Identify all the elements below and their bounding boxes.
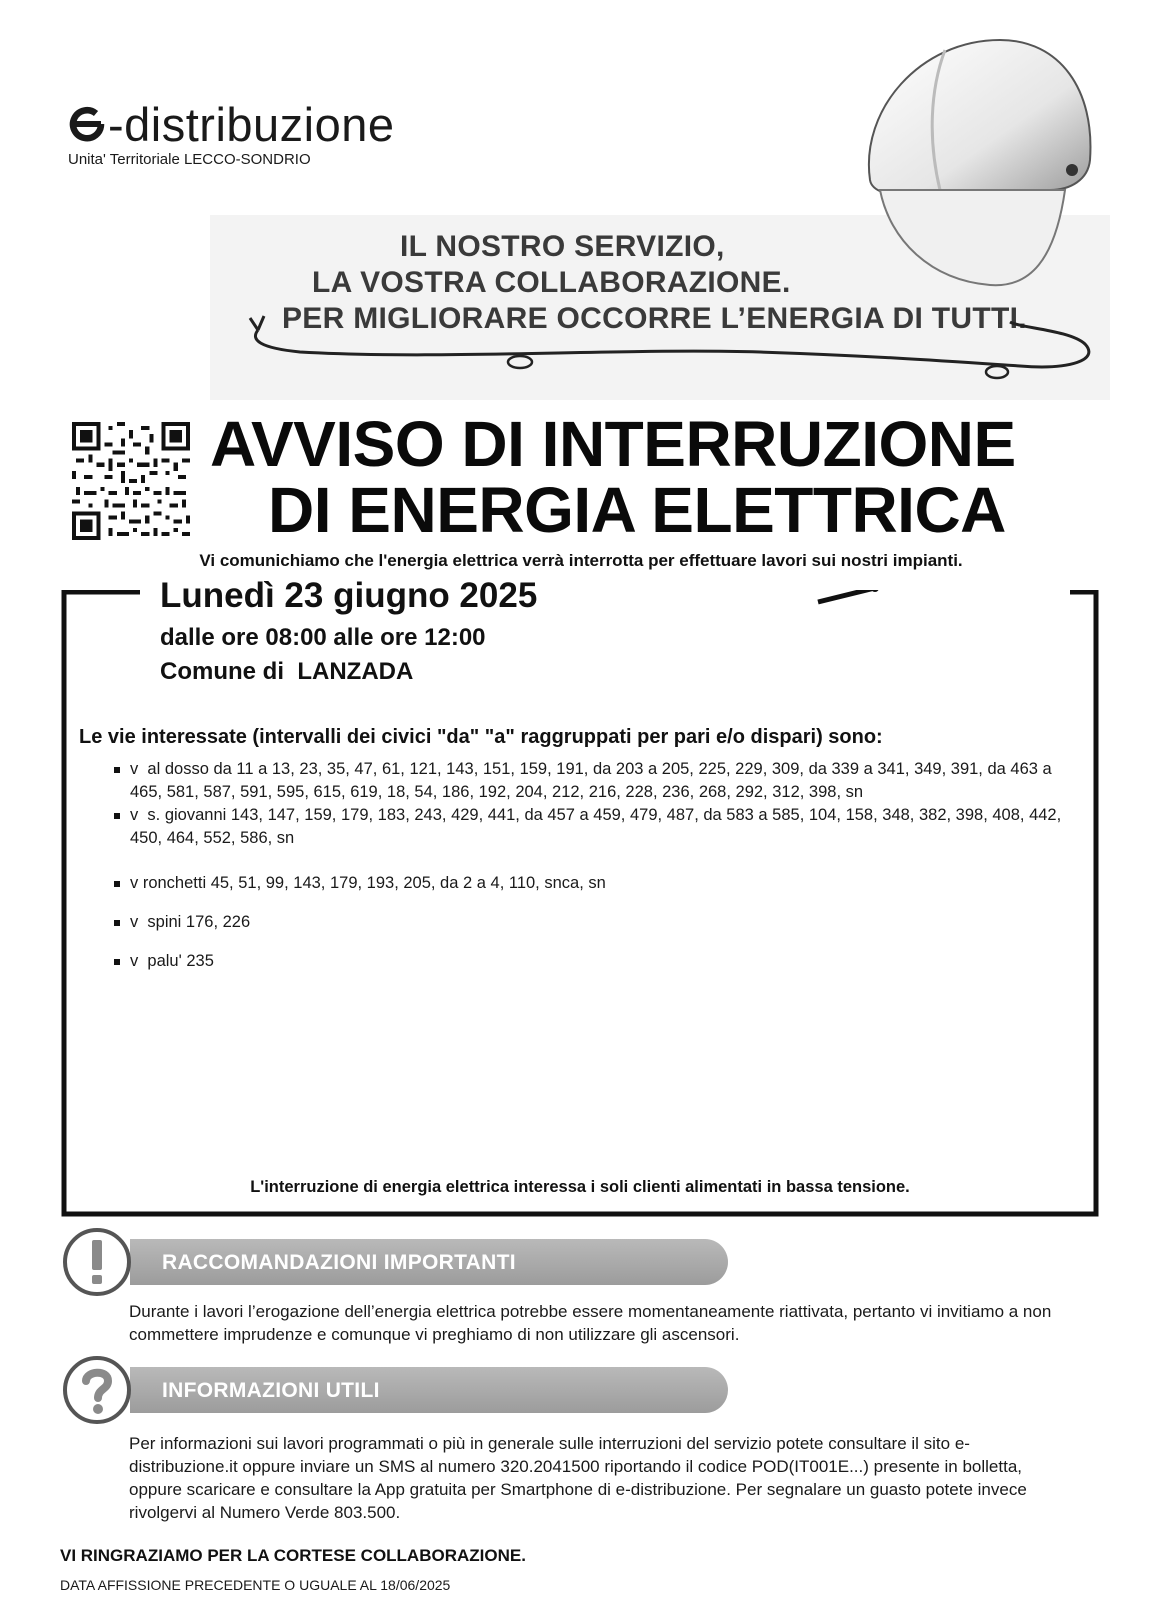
- brand-name: -distribuzione: [108, 97, 395, 151]
- list-item: [114, 804, 1064, 850]
- e-logo-icon: [66, 103, 108, 145]
- list-item: [114, 911, 1064, 934]
- streets-list: [114, 758, 1064, 973]
- safety-helmet-icon: [850, 30, 1100, 300]
- posting-date-value: 18/06/2025: [380, 1577, 451, 1593]
- streets-heading: Le vie interessate (intervalli dei civici "da" "a" raggruppati per pari e/o dispari) sono:: [79, 726, 883, 748]
- slogan-line-1: IL NOSTRO SERVIZIO,: [400, 230, 725, 263]
- list-item: [114, 758, 1064, 804]
- list-item: [114, 950, 1064, 973]
- street-entry: v al dosso da 11 a 13, 23, 35, 47, 61, 121, 143, 151, 159, 191, da 203 a 205, 225, 229, 309, da 339 a 341, 349, 391, da 463 a 465, 581, 587, 591, 595, 615, 619, 18, 54, 186, 192, 204, 212, 216, 228, 236, 268, 292, 312, 398, sn: [130, 760, 1057, 801]
- exclamation-icon: [62, 1227, 132, 1297]
- street-entry: v ronchetti 45, 51, 99, 143, 179, 193, 205, da 2 a 4, 110, snca, sn: [130, 874, 606, 892]
- street-entry: v spini 176, 226: [130, 913, 251, 931]
- thanks-text: VI RINGRAZIAMO PER LA CORTESE COLLABORAZIONE.: [60, 1546, 526, 1565]
- recommendations-text: Durante i lavori l’erogazione dell’energia elettrica potrebbe essere momentaneamente riattivata, pertanto vi invitiamo a non commettere imprudenze e comunque vi preghiamo di non utilizzare gli ascensori.: [129, 1302, 1052, 1344]
- notice-title-line-2: DI ENERGIA ELETTRICA: [268, 474, 1006, 546]
- qr-code-icon: [72, 422, 190, 540]
- outage-municipality: Comune di LANZADA: [160, 658, 414, 685]
- outage-date: Lunedì 23 giugno 2025: [160, 576, 538, 615]
- street-entry: v s. giovanni 143, 147, 159, 179, 183, 243, 429, 441, da 457 a 459, 479, 487, da 583 a 585, 104, 158, 348, 382, 398, 408, 442, 450, 464, 552, 586, sn: [130, 806, 1066, 847]
- intro-text: Vi comunichiamo che l'energia elettrica verrà interrotta per effettuare lavori sui nostri impianti.: [199, 551, 963, 570]
- brand-logo: [66, 94, 395, 154]
- info-title: INFORMAZIONI UTILI: [162, 1379, 380, 1402]
- slogan-line-3: PER MIGLIORARE OCCORRE L’ENERGIA DI TUTTI.: [282, 302, 1027, 335]
- info-text: Per informazioni sui lavori programmati o più in generale sulle interruzioni del servizio potete consultare il sito e-distribuzione.it oppure inviare un SMS al numero 320.2041500 riportando il codice POD(IT001E...) presente in bolletta, oppure scaricare e consultare la App gratuita per Smartphone di e-distribuzione. Per segnalare un guasto potete invece rivolgervi al Numero Verde 803.500.: [129, 1434, 1027, 1522]
- recommendations-title: RACCOMANDAZIONI IMPORTANTI: [162, 1251, 516, 1274]
- territorial-unit: Unita' Territoriale LECCO-SONDRIO: [68, 151, 311, 168]
- notice-title-line-1: AVVISO DI INTERRUZIONE: [210, 408, 1016, 480]
- list-item: [114, 872, 1064, 895]
- street-entry: v palu' 235: [130, 952, 214, 970]
- posting-date-label: DATA AFFISSIONE PRECEDENTE O UGUALE AL: [60, 1577, 381, 1593]
- outage-time: dalle ore 08:00 alle ore 12:00: [160, 624, 486, 651]
- power-cord-icon: [240, 300, 1120, 400]
- posting-date-line: [60, 1577, 450, 1593]
- low-voltage-note: L'interruzione di energia elettrica interessa i soli clienti alimentati in bassa tensione.: [250, 1178, 910, 1196]
- question-icon: [62, 1355, 132, 1425]
- slogan-line-2: LA VOSTRA COLLABORAZIONE.: [312, 266, 791, 299]
